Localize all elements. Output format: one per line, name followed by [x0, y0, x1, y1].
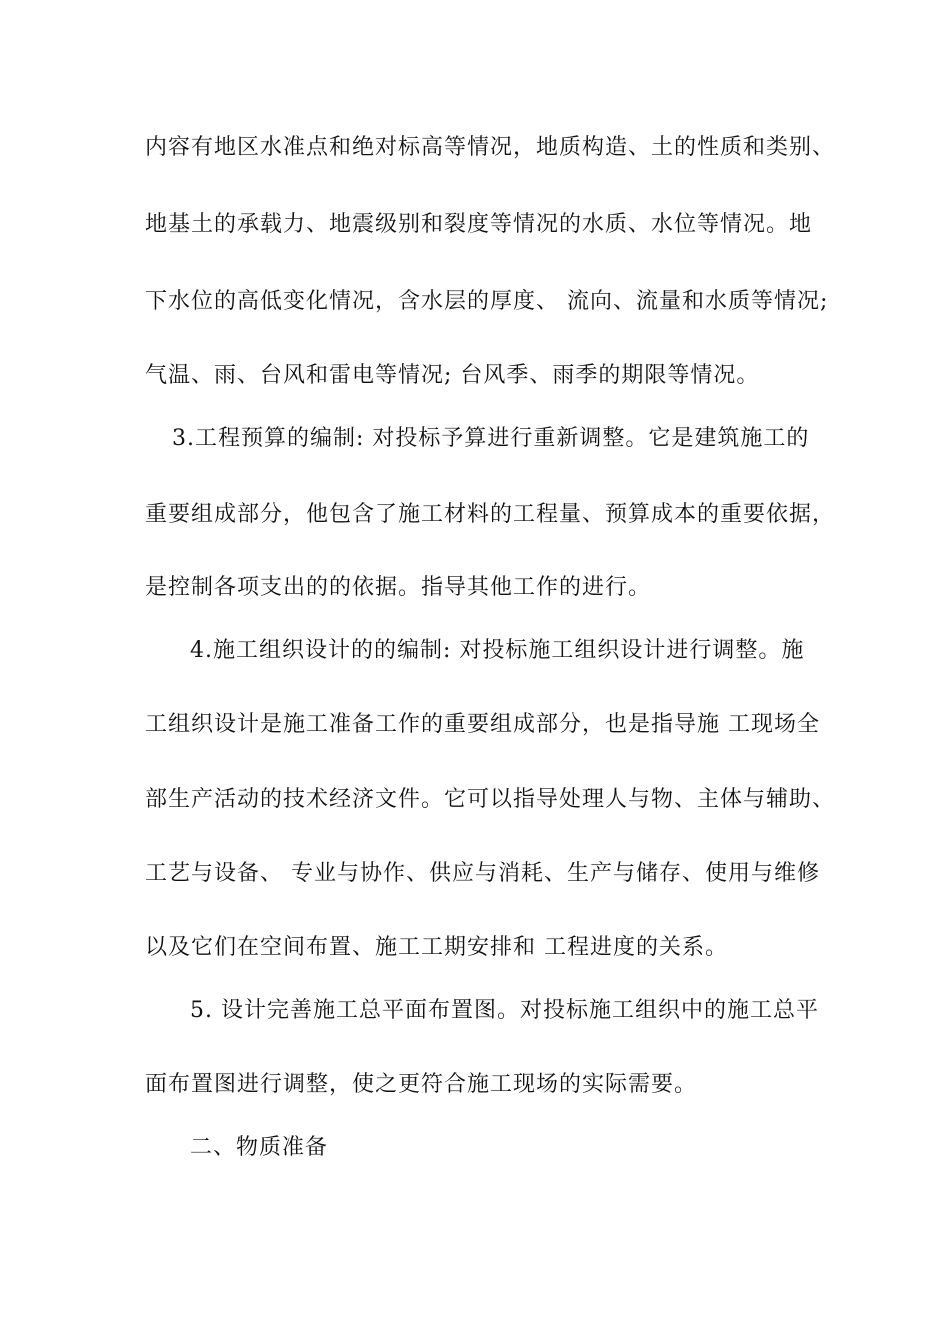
text-line: 部生产活动的技术经济文件。它可以指导处理人与物、主体与辅助、: [145, 787, 836, 812]
text-line: 下水位的高低变化情况，含水层的厚度、 流向、流量和水质等情况;: [145, 289, 829, 314]
text-line: 气温、雨、台风和雷电等情况; 台风季、雨季的期限等情况。: [145, 363, 760, 388]
text-line: 是控制各项支出的的依据。指导其他工作的进行。: [145, 575, 652, 600]
text-line: 内容有地区水准点和绝对标高等情况，地质构造、土的性质和类别、: [145, 135, 836, 160]
text-line: 工组织设计是施工准备工作的重要组成部分，也是指导施 工现场全: [145, 712, 820, 737]
section-heading: 二、物质准备: [190, 1135, 329, 1160]
section-item-3: 3.工程预算的编制: 对投标予算进行重新调整。它是建筑施工的: [172, 426, 810, 451]
section-item-5: 5. 设计完善施工总平面布置图。对投标施工组织中的施工总平: [190, 998, 819, 1023]
text-line: 地基土的承载力、地震级别和裂度等情况的水质、水位等情况。地: [145, 212, 813, 237]
text-line: 面布置图进行调整，使之更符合施工现场的实际需要。: [145, 1072, 698, 1097]
text-line: 重要组成部分，他包含了施工材料的工程量、预算成本的重要依据，: [145, 502, 836, 527]
text-line: 工艺与设备、 专业与协作、供应与消耗、生产与储存、使用与维修: [145, 861, 820, 886]
text-line: 以及它们在空间布置、施工工期安排和 工程进度的关系。: [145, 935, 728, 960]
section-item-4: 4.施工组织设计的的编制: 对投标施工组织设计进行调整。施: [190, 638, 805, 663]
